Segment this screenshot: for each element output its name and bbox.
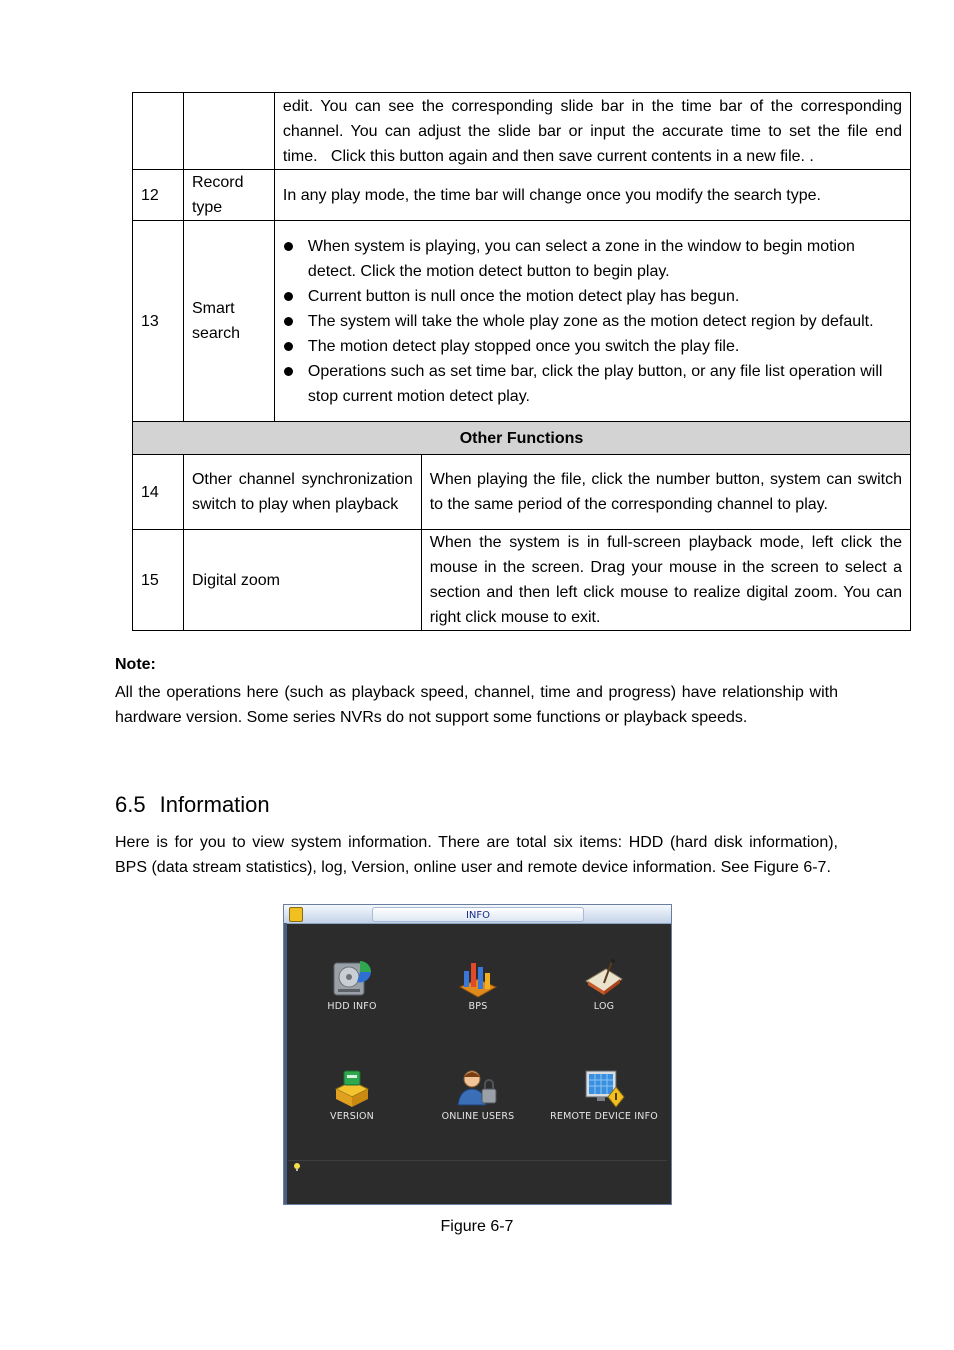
note-text: All the operations here (such as playback speed, channel, time and progress) have relationship with hardware version. Some series NVRs do not support some functions or playback speeds. (115, 684, 838, 726)
window-title: INFO (465, 910, 491, 921)
section-number: 6.5 (115, 792, 146, 817)
table-row-13 (133, 221, 911, 422)
name-cell: Digital zoom (183, 530, 421, 631)
desc-cell: When playing the file, click the number button, system can switch to the same period of the corresponding channel to play. (421, 455, 910, 530)
table-row-14 (133, 455, 911, 530)
table-row-continued (133, 93, 911, 170)
desc-cell (274, 221, 910, 422)
function-table (132, 92, 911, 631)
desc-cell: edit. You can see the corresponding slide bar in the time bar of the corresponding channel. You can adjust the slide bar or input the accurate time to set the file end time. Click this button again and then save current contents in a new file. . (274, 93, 910, 170)
hdd-info-icon (330, 957, 374, 999)
tile-label: REMOTE DEVICE INFO (550, 1111, 658, 1122)
bps-chart-icon (456, 957, 500, 999)
name-cell (183, 93, 274, 170)
bullet-item: Current button is null once the motion detect play has begun. (275, 284, 902, 309)
version-tile[interactable] (287, 1067, 417, 1122)
bullet-list (275, 234, 902, 409)
title-pill (372, 907, 584, 922)
bullet-item: The motion detect play stopped once you switch the play file. (275, 334, 902, 359)
table-row-12 (133, 170, 911, 221)
note-title: Note: (115, 656, 156, 673)
bps-tile[interactable] (413, 957, 543, 1012)
section-title: Information (159, 792, 270, 817)
tile-label: LOG (593, 1001, 615, 1012)
bullet-item: Operations such as set time bar, click the play button, or any file list operation will stop current motion detect play. (275, 359, 902, 409)
remote-device-info-tile[interactable] (539, 1067, 669, 1122)
section-intro: Here is for you to view system information. There are total six items: HDD (hard disk information), BPS (data stream statistics), log, Version, online user and remote device information. See Figure 6-7. (115, 834, 838, 876)
bullet-item: The system will take the whole play zone as the motion detect region by default. (275, 309, 902, 334)
num-cell: 14 (133, 455, 184, 530)
lightbulb-icon (292, 1162, 302, 1172)
tile-label: BPS (468, 1001, 488, 1012)
num-cell: 15 (133, 530, 184, 631)
section-heading (115, 792, 270, 818)
figure-caption: Figure 6-7 (440, 1218, 514, 1235)
version-icon (330, 1067, 374, 1109)
tile-label: VERSION (330, 1111, 374, 1122)
app-icon (289, 907, 303, 922)
section-header-row (133, 422, 911, 455)
section-header: Other Functions (133, 422, 911, 455)
desc-cell: In any play mode, the time bar will change once you modify the search type. (274, 170, 910, 221)
num-cell: 13 (133, 221, 184, 422)
table-row-15 (133, 530, 911, 631)
tile-label: HDD INFO (327, 1001, 377, 1012)
hdd-info-tile[interactable] (287, 957, 417, 1012)
title-bar (284, 905, 671, 924)
online-users-icon (456, 1067, 500, 1109)
bullet-item: When system is playing, you can select a zone in the window to begin motion detect. Click the motion detect button to begin play. (275, 234, 902, 284)
log-tile[interactable] (539, 957, 669, 1012)
log-icon (582, 957, 626, 999)
name-cell: Other channel synchronization switch to play when playback (183, 455, 421, 530)
name-cell: Record type (183, 170, 274, 221)
num-cell: 12 (133, 170, 184, 221)
desc-cell: When the system is in full-screen playback mode, left click the mouse in the screen. Drag your mouse in the screen to select a section and then left click mouse to realize digital zoom. You can right click mouse to exit. (421, 530, 910, 631)
num-cell (133, 93, 184, 170)
status-divider (288, 1160, 667, 1161)
tile-label: ONLINE USERS (441, 1111, 515, 1122)
info-menu-screenshot (283, 904, 672, 1205)
remote-device-info-icon (582, 1067, 626, 1109)
online-users-tile[interactable] (413, 1067, 543, 1122)
name-cell: Smart search (183, 221, 274, 422)
